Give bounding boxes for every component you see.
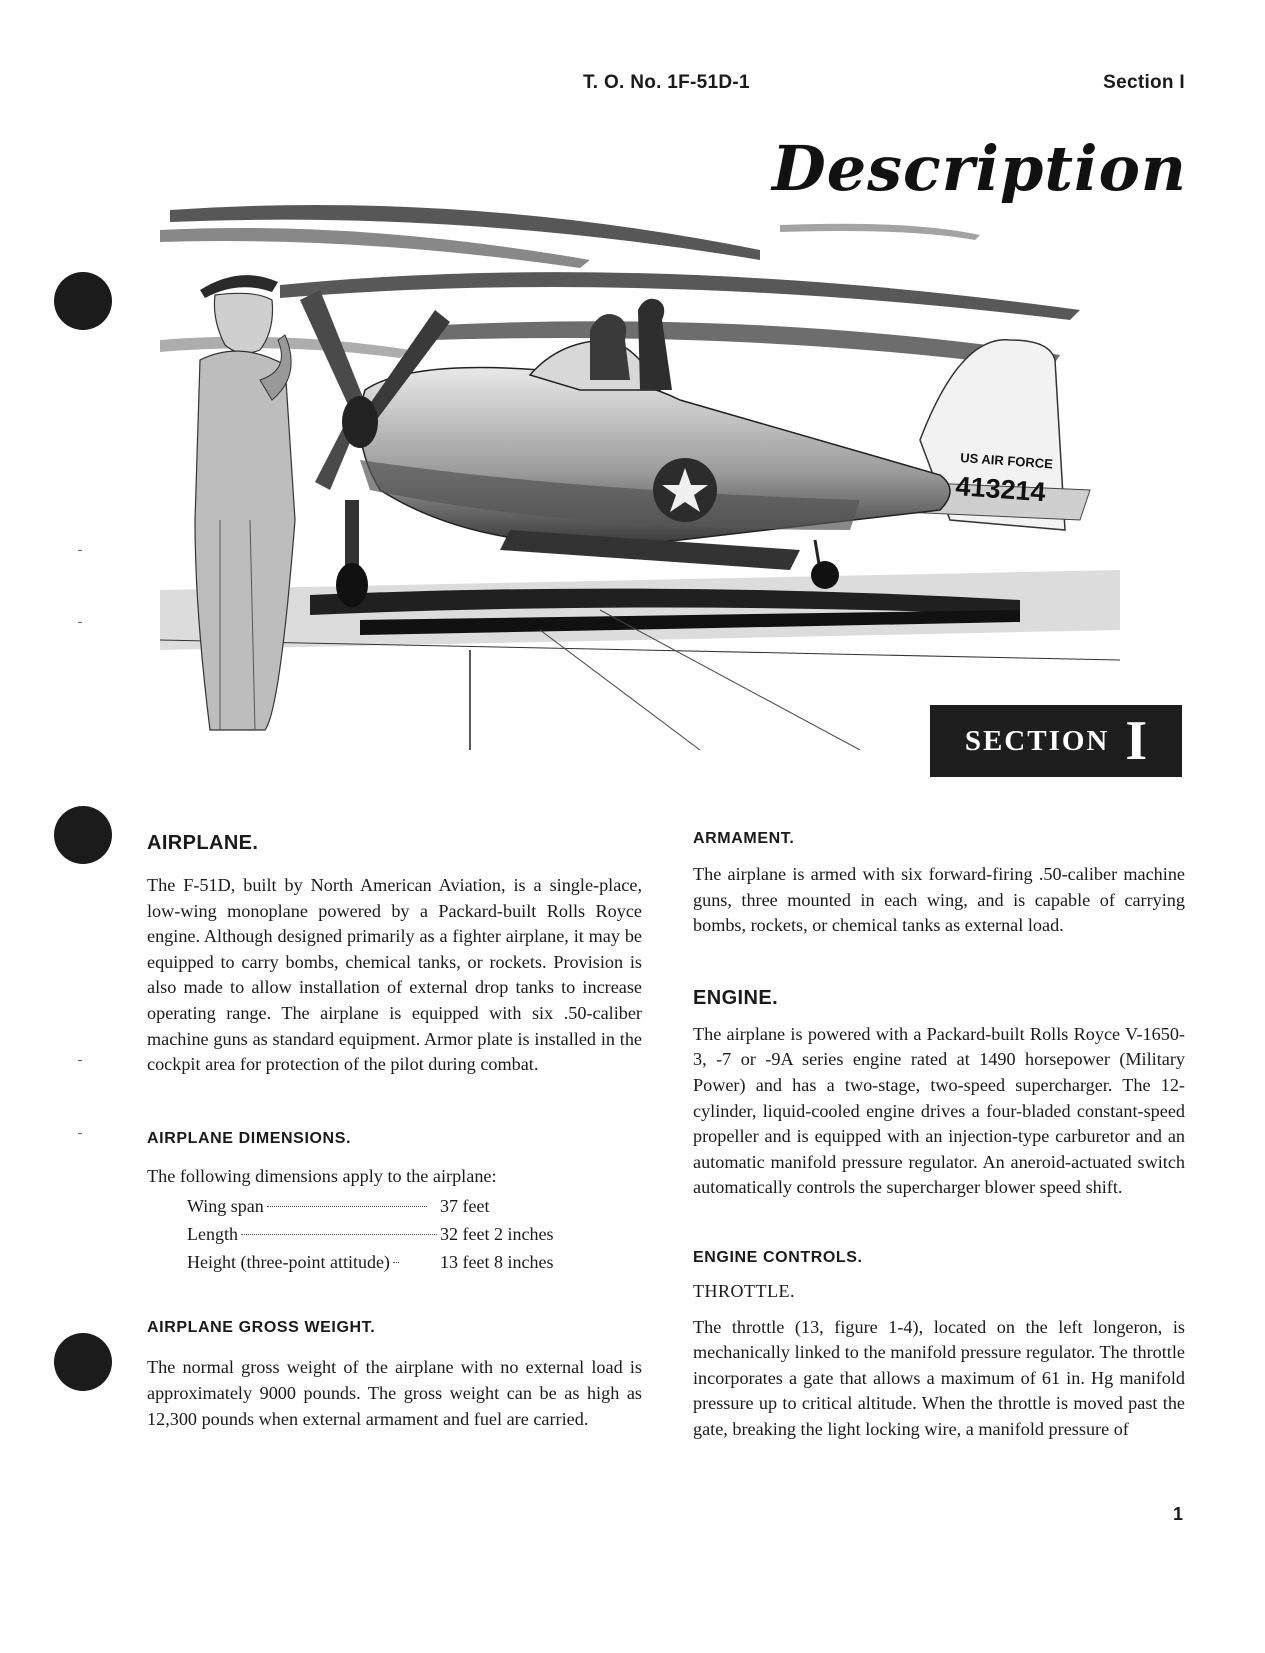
section-banner	[930, 705, 1182, 777]
dimensions-table	[187, 1189, 553, 1273]
punch-hole	[54, 272, 112, 330]
right-column	[693, 820, 1185, 1443]
gross-weight-heading: AIRPLANE GROSS WEIGHT.	[147, 1319, 376, 1337]
tail-marking: US AIR FORCE	[959, 450, 1054, 472]
punch-hole	[54, 1333, 112, 1391]
dimension-label: Wing span	[187, 1196, 264, 1217]
throttle-paragraph: The throttle (13, figure 1-4), located on the left longeron, is mechanically linked to the manifold pressure regulator. The throttle incorporates a gate that allows a maximum of 61 in. Hg manifold pressure up to critical altitude. When the throttle is moved past the gate, breaking the light locking wire, a manifold pressure of	[693, 1316, 1185, 1439]
airplane-heading: AIRPLANE.	[147, 832, 259, 854]
page-number: 1	[1172, 1504, 1183, 1524]
dimensions-heading: AIRPLANE DIMENSIONS.	[147, 1129, 352, 1147]
section-banner-numeral: I	[1125, 710, 1148, 772]
airplane-paragraph: The F-51D, built by North American Aviation, is a single-place, low-wing monoplane powered by a Packard-built Rolls Royce engine. Although designed primarily as a fighter airplane, it may be equipped to carry bombs, chemical tanks, or rockets. Provision is also made to allow installation of external drop tanks to increase operating range. The airplane is equipped with six .50-caliber machine guns as standard equipment. Armor plate is installed in the cockpit area for protection of the pilot during combat.	[147, 875, 642, 1075]
left-column	[147, 820, 642, 1432]
armament-heading: ARMAMENT.	[693, 830, 795, 847]
dimensions-intro: The following dimensions apply to the airplane:	[147, 1165, 497, 1186]
margin-mark	[78, 622, 82, 623]
margin-mark	[78, 550, 82, 551]
airplane-illustration	[160, 190, 1120, 750]
engine-paragraph: The airplane is powered with a Packard-built Rolls Royce V-1650-3, -7 or -9A series engine rated at 1490 horsepower (Military Power) and has a two-stage, two-speed supercharger. The 12-cylinder, liquid-cooled engine drives a four-bladed constant-speed propeller and is equipped with an injection-type carburetor and an automatic manifold pressure regulator. An aneroid-actuated switch automatically controls the supercharger blower speed shift.	[693, 1023, 1185, 1198]
throttle-subheading: THROTTLE.	[693, 1280, 795, 1301]
section-banner-word: SECTION	[964, 724, 1110, 757]
page-title: Description	[771, 132, 1187, 205]
document-number: T. O. No. 1F-51D-1	[583, 72, 750, 93]
dimension-label: Height (three-point attitude)	[187, 1252, 390, 1273]
margin-mark	[78, 1060, 82, 1061]
dimension-label: Length	[187, 1224, 238, 1245]
dimension-row	[187, 1217, 553, 1245]
engine-controls-heading: ENGINE CONTROLS.	[693, 1248, 863, 1266]
margin-mark	[78, 1133, 82, 1134]
section-label: Section I	[1103, 72, 1185, 93]
punch-hole	[54, 806, 112, 864]
gross-weight-paragraph: The normal gross weight of the airplane with no external load is approximately 9000 pounds. The gross weight can be as high as 12,300 pounds when external armament and fuel are carried.	[147, 1357, 642, 1429]
dimension-row	[187, 1189, 553, 1217]
tail-number: 413214	[954, 471, 1047, 508]
armament-paragraph: The airplane is armed with six forward-firing .50-caliber machine guns, three mounted in each wing, and is capable of carrying bombs, rockets, or chemical tanks as external load.	[693, 864, 1185, 936]
dimension-value: 37 feet	[440, 1196, 490, 1217]
dimension-row	[187, 1245, 553, 1273]
engine-heading: ENGINE.	[693, 986, 779, 1009]
dimension-value: 13 feet 8 inches	[440, 1252, 554, 1273]
dimension-value: 32 feet 2 inches	[440, 1224, 554, 1245]
